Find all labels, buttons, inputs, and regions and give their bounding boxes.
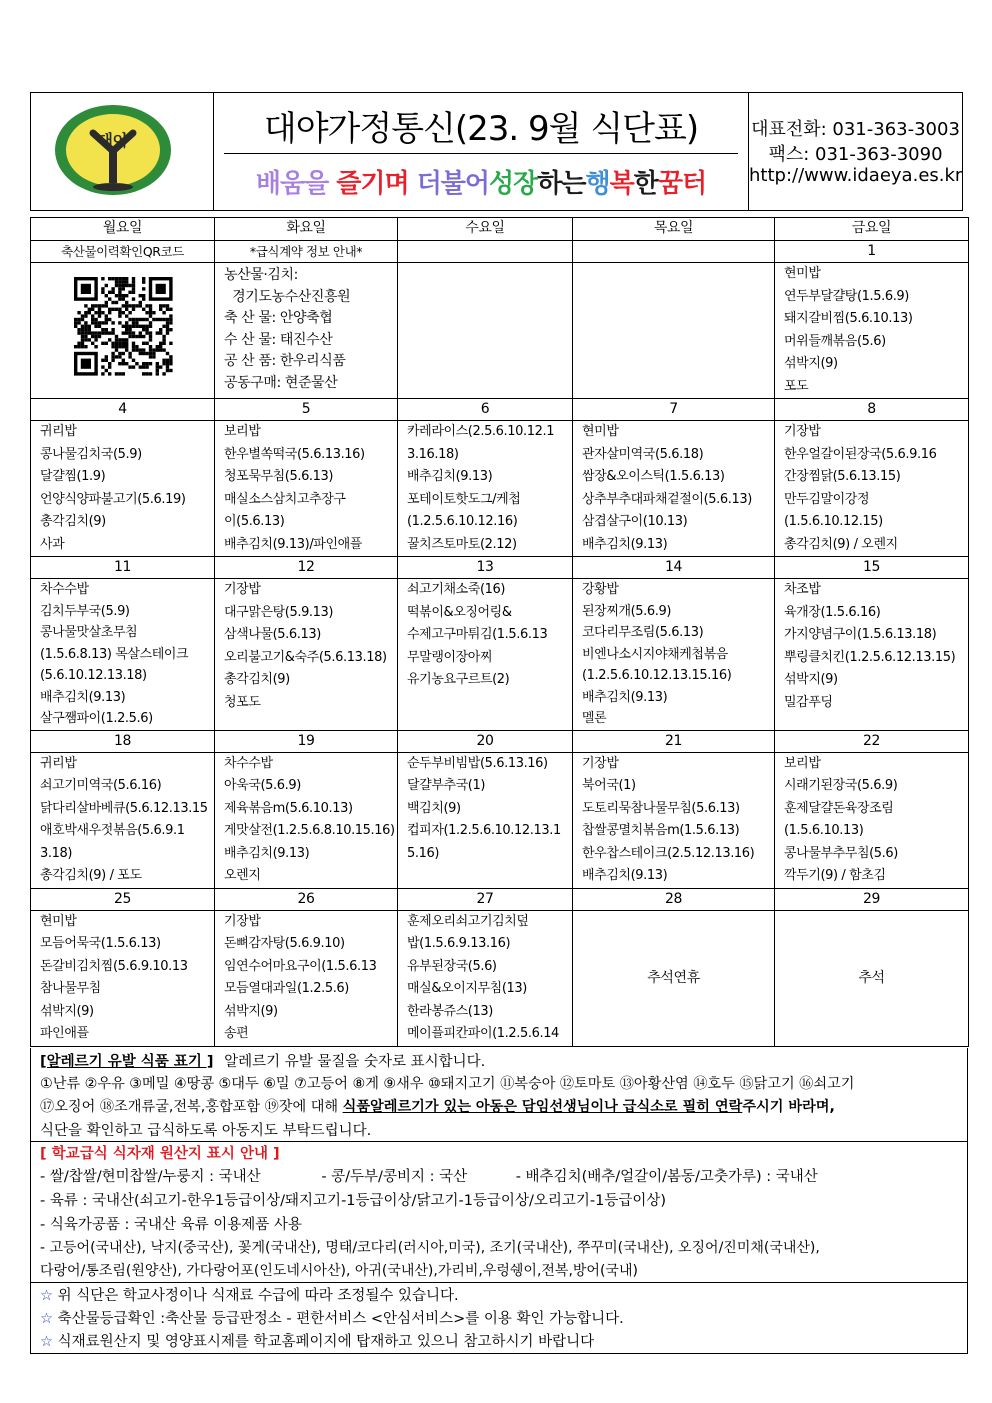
menu-item: 섞박지(9) (784, 672, 838, 687)
weekday-wed: 수요일 (398, 218, 573, 241)
menu-item: 훈제달걀돈육장조림 (784, 800, 894, 816)
menu-item: 콩나물부추무침(5.6) (784, 845, 898, 861)
menu-item: 한라봉쥬스(13) (407, 1003, 493, 1019)
menu-item: 밀감푸딩 (784, 694, 833, 710)
menu-item: 코다리무조림(5.6.13) (582, 625, 704, 640)
origin-line-1 (40, 1165, 818, 1186)
allergy-intro: 알레르기 유발 물질을 숫자로 표시합니다. (224, 1054, 486, 1070)
menu-item: 된장찌개(5.6.9) (582, 603, 672, 619)
menu-cell (573, 421, 775, 557)
notice-section (30, 1048, 968, 1354)
menu-item: 오렌지 (224, 868, 261, 883)
menu-item: 컵피자(1.2.5.6.10.12.13.1 (407, 823, 561, 838)
menu-cell (775, 421, 969, 557)
day-number: 5 (215, 399, 398, 421)
menu-cell (775, 579, 969, 731)
qr-code-cell (31, 263, 215, 399)
menu-item: 삼색나물(5.6.13) (224, 627, 321, 642)
menu-item: 달걀찜(1.9) (40, 469, 106, 484)
weekday-fri: 금요일 (775, 218, 969, 241)
allergy-list-3: 식단을 확인하고 급식하도록 아동지도 부탁드립니다. (40, 1123, 372, 1139)
menu-item: 파인애플 (40, 1026, 89, 1041)
contract-info-line: 수 산 물: 태진수산 (224, 331, 333, 348)
slogan-part: 더불어 (416, 169, 490, 199)
phone-number: 대표전화: 031-363-3003 (751, 119, 960, 140)
menu-item: 달걀부추국(1) (407, 778, 486, 793)
menu-item: 무말랭이장아찌 (407, 649, 493, 665)
contract-info-line: 공동구매: 현준물산 (224, 374, 338, 391)
menu-item: 한우얼갈이된장국(5.6.9.16 (784, 446, 937, 462)
weekday-header-row (31, 218, 969, 241)
menu-item: 카레라이스(2.5.6.10.12.1 (407, 424, 555, 439)
star-icon: ☆ (40, 1311, 53, 1327)
day-number: 12 (215, 557, 398, 579)
slogan-part: 행 (585, 169, 610, 199)
menu-item: 섞박지(9) (784, 356, 838, 371)
menu-cell-empty (398, 263, 573, 399)
menu-item: 뿌링클치킨(1.2.5.6.12.13.15) (784, 649, 956, 665)
menu-item: (1.2.5.6.10.12.16) (407, 514, 518, 529)
menu-item: 5.16) (407, 845, 440, 861)
menu-cell (31, 752, 215, 888)
divider (31, 1282, 967, 1283)
week1-menu-row (31, 263, 969, 399)
day-number-row (31, 888, 969, 910)
day-number-row (31, 730, 969, 752)
menu-cell (573, 579, 775, 731)
menu-item: 살구쨈파이(1.2.5.6) (40, 711, 153, 726)
menu-item: 총각김치(9) (224, 672, 290, 687)
day-number: 1 (775, 241, 969, 263)
day-number: 19 (215, 730, 398, 752)
menu-item: 돈갈비김치찜(5.6.9.10.13 (40, 958, 188, 974)
menu-item: 참나물무침 (40, 981, 101, 996)
menu-cell (215, 752, 398, 888)
menu-item: 배추김치(9.13) (224, 845, 310, 861)
contract-info-line: 농산물·김치: (224, 267, 298, 283)
menu-item: 송편 (224, 1026, 249, 1041)
note-line-2 (40, 1307, 624, 1328)
menu-item: 백김치(9) (407, 800, 461, 816)
menu-item: 북어국(1) (582, 778, 636, 793)
note-text-2: 축산물등급확인 :축산물 등급판정소 - 편한서비스 <안심서비스>를 이용 확인 가능합니다. (57, 1311, 624, 1327)
menu-item: 머위들깨볶음(5.6) (784, 333, 886, 349)
origin-line-4: - 고등어(국내산), 낙지(중국산), 꽃게(국내산), 명태/코다리(러시아,미국), 조기(국내산), 쭈꾸미(국내산), 오징어/진미채(국내산), (40, 1240, 820, 1256)
menu-item: 메이플피칸파이(1.2.5.6.14 (407, 1026, 559, 1041)
note-text-3: 식재료원산지 및 영양표시제를 학교홈페이지에 탑재하고 있으니 참고하시기 바랍니다 (57, 1334, 595, 1350)
star-icon: ☆ (40, 1288, 53, 1304)
contract-info-cell (215, 263, 398, 399)
menu-cell (215, 910, 398, 1046)
menu-cell (398, 421, 573, 557)
slogan-part: 꿈터 (657, 169, 707, 199)
menu-item: 강황밥 (582, 582, 619, 597)
menu-cell (775, 752, 969, 888)
menu-item: 깍두기(9) / 함초김 (784, 868, 886, 883)
menu-item: 매실&오이지무침(13) (407, 981, 527, 996)
menu-item: 임연수어마요구이(1.5.6.13 (224, 958, 377, 974)
menu-row (31, 910, 969, 1046)
allergy-list-2 (40, 1096, 835, 1116)
slogan-part: 성장 (489, 169, 538, 199)
school-slogan (214, 163, 748, 200)
origin-line-3: - 식육가공품 : 국내산 육류 이용제품 사용 (40, 1217, 302, 1233)
menu-item: 현미밥 (582, 424, 619, 439)
menu-item: 매실소스삼치고추장구 (224, 491, 346, 507)
menu-item: 섞박지(9) (40, 1003, 94, 1019)
menu-item: 제육볶음m(5.6.10.13) (224, 800, 353, 816)
menu-item: 관자살미역국(5.6.18) (582, 446, 704, 462)
note-line-3 (40, 1330, 594, 1351)
allergy-contact-notice: 식품알레르기가 있는 아동은 담임선생님이나 급식소로 필히 연락 (342, 1099, 743, 1115)
menu-item: 돼지갈비찜(5.6.10.13) (784, 311, 913, 326)
menu-item: 보리밥 (784, 755, 821, 771)
menu-item: 멜론 (582, 711, 607, 726)
menu-item: 돈뼈감자탕(5.6.9.10) (224, 936, 345, 951)
svg-text:대야: 대야 (97, 131, 129, 150)
menu-item: 현미밥 (784, 266, 821, 281)
day-number: 11 (31, 557, 215, 579)
day-number: 22 (775, 730, 969, 752)
contract-info-line: 경기도농수산진흥원 (224, 288, 351, 305)
menu-item: 순두부비빔밥(5.6.13.16) (407, 755, 548, 771)
day-number: 18 (31, 730, 215, 752)
newsletter-header (30, 92, 963, 211)
menu-cell (31, 421, 215, 557)
menu-row (31, 421, 969, 557)
slogan-part: 복 (609, 169, 634, 199)
menu-item: 배추김치(9.13)/파인애플 (224, 536, 362, 552)
menu-row (31, 579, 969, 731)
menu-item: 기장밥 (784, 424, 821, 439)
menu-item: 비엔나소시지야채케첩볶음 (582, 646, 728, 662)
menu-item: 기장밥 (224, 913, 261, 929)
menu-item: 보리밥 (224, 424, 261, 439)
menu-item: 간장찜닭(5.6.13.15) (784, 469, 901, 484)
menu-cell (573, 752, 775, 888)
day-number: 21 (573, 730, 775, 752)
allergy-contact-notice-end: 주시기 바라며, (742, 1099, 835, 1115)
menu-cell (31, 579, 215, 731)
fax-number: 팩스: 031-363-3090 (768, 144, 943, 165)
menu-item: 청포도 (224, 694, 261, 710)
menu-cell-empty (573, 263, 775, 399)
day-number: 25 (31, 888, 215, 910)
menu-item: 밥(1.5.6.9.13.16) (407, 936, 511, 951)
menu-item: 시래기된장국(5.6.9) (784, 778, 898, 793)
qr-label: 축산물이력확인QR코드 (31, 241, 215, 263)
menu-cell (398, 752, 573, 888)
menu-row (31, 752, 969, 888)
logo-box (31, 93, 214, 210)
star-icon: ☆ (40, 1334, 53, 1350)
menu-item: 연두부달걀탕(1.5.6.9) (784, 288, 909, 304)
menu-cell (775, 263, 969, 399)
day-number: 14 (573, 557, 775, 579)
menu-item: 기장밥 (582, 755, 619, 771)
menu-item: 쇠고기미역국(5.6.16) (40, 778, 162, 793)
menu-item: 이(5.6.13) (224, 514, 285, 529)
week1-label-row (31, 241, 969, 263)
menu-item: 모듬어묵국(1.5.6.13) (40, 936, 161, 951)
menu-item: 배추김치(9.13) (582, 536, 668, 552)
menu-item: 쇠고기채소죽(16) (407, 582, 506, 597)
qr-code-icon[interactable] (67, 276, 179, 376)
menu-cell (398, 910, 573, 1046)
menu-item: 배추김치(9.13) (582, 689, 668, 705)
menu-item: 섞박지(9) (224, 1003, 278, 1019)
menu-item: 도토리묵참나물무침(5.6.13) (582, 800, 740, 816)
menu-cell (215, 421, 398, 557)
menu-item: 상추부추대파채겉절이(5.6.13) (582, 491, 752, 507)
weekday-thu: 목요일 (573, 218, 775, 241)
menu-item: 차조밥 (784, 582, 821, 597)
menu-item: 쌈장&오이스틱(1.5.6.13) (582, 469, 725, 484)
menu-item: 총각김치(9) / 오렌지 (784, 536, 898, 552)
day-number: 15 (775, 557, 969, 579)
menu-item: 3.18) (40, 845, 73, 861)
menu-item: 꿀치즈토마토(2.12) (407, 536, 517, 552)
menu-item: 삼겹살구이(10.13) (582, 514, 688, 529)
allergy-list-1: ①난류 ②우유 ③메밀 ④땅콩 ⑤대두 ⑥밀 ⑦고등어 ⑧게 ⑨새우 ⑩돼지고기 ⑪복숭아 ⑫토마토 ⑬아황산염 ⑭호두 ⑮닭고기 ⑯쇠고기 (40, 1076, 855, 1092)
menu-item: 모듬열대과일(1.2.5.6) (224, 981, 349, 996)
menu-item: 포테이토핫도그/케첩 (407, 491, 521, 507)
menu-item: 찹쌀콩멸치볶음m(1.5.6.13) (582, 823, 740, 838)
menu-cell: 추석연휴 (573, 910, 775, 1046)
menu-item: 한우찹스테이크(2.5.12.13.16) (582, 845, 755, 861)
note-text-1: 위 식단은 학교사정이나 식재료 수급에 따라 조정될수 있습니다. (57, 1288, 459, 1304)
menu-item: 닭다리살바베큐(5.6.12.13.15 (40, 800, 208, 816)
contract-info-line: 공 산 품: 한우리식품 (224, 353, 346, 369)
slogan-part: 즐기며 (336, 169, 417, 199)
menu-item: 3.16.18) (407, 446, 459, 462)
school-website-link[interactable]: http://www.idaeya.es.kr (749, 165, 963, 186)
day-number: 27 (398, 888, 573, 910)
menu-item: (1.2.5.6.10.12.13.15.16) (582, 668, 732, 683)
title-box (214, 93, 749, 210)
day-number: 7 (573, 399, 775, 421)
day-empty-thu (573, 241, 775, 263)
contract-label: *급식계약 정보 안내* (215, 241, 398, 263)
origin-rice: - 쌀/찹쌀/현미찹쌀/누룽지 : 국내산 (40, 1169, 261, 1185)
menu-item: 포도 (784, 378, 809, 394)
menu-item: 차수수밥 (224, 755, 273, 771)
menu-item: 한우별쏙떡국(5.6.13.16) (224, 446, 365, 462)
menu-item: 떡볶이&오징어링& (407, 604, 512, 620)
menu-item: 배추김치(9.13) (407, 469, 493, 484)
day-number: 20 (398, 730, 573, 752)
menu-cell (31, 910, 215, 1046)
day-number: 4 (31, 399, 215, 421)
contract-info-line: 축 산 물: 안양축협 (224, 310, 333, 326)
slogan-part: 하는 (537, 169, 586, 199)
title-divider (224, 153, 738, 154)
menu-item: 언양식양파불고기(5.6.19) (40, 491, 186, 507)
origin-heading: [ 학교급식 식자재 원산지 표시 안내 ] (40, 1146, 280, 1162)
origin-line-5: 다랑어/통조림(원양산), 가다랑어포(인도네시아산), 아귀(국내산),가리비,우렁쉥이,전복,방어(국내) (40, 1263, 638, 1279)
allergy-heading: [알레르기 유발 식품 표기 ] (40, 1054, 214, 1070)
day-number: 28 (573, 888, 775, 910)
slogan-part: 한 (633, 169, 658, 199)
menu-item: 대구맑은탕(5.9.13) (224, 604, 334, 620)
day-number-row (31, 557, 969, 579)
day-number: 6 (398, 399, 573, 421)
menu-item: (5.6.10.12.13.18) (40, 668, 147, 683)
menu-item: 아욱국(5.6.9) (224, 778, 301, 793)
menu-cell: 추석 (775, 910, 969, 1046)
origin-kimchi: - 배추김치(배추/얼갈이/봄동/고춧가루) : 국내산 (515, 1169, 818, 1185)
menu-item: 현미밥 (40, 913, 77, 929)
day-number: 8 (775, 399, 969, 421)
weekday-tue: 화요일 (215, 218, 398, 241)
page-title: 대야가정통신(23. 9월 식단표) (263, 109, 699, 149)
menu-item: 총각김치(9) (40, 514, 106, 529)
menu-item: 귀리밥 (40, 755, 77, 771)
menu-item: 수제고구마튀김(1.5.6.13 (407, 627, 548, 642)
contact-box (749, 93, 962, 210)
day-number-row (31, 399, 969, 421)
menu-item: (1.5.6.10.12.15) (784, 514, 883, 529)
day-number: 29 (775, 888, 969, 910)
menu-item: 배추김치(9.13) (582, 868, 668, 883)
meal-calendar (30, 217, 969, 1047)
day-number: 13 (398, 557, 573, 579)
menu-cell (398, 579, 573, 731)
menu-item: 콩나물김치국(5.9) (40, 446, 142, 462)
note-line-1 (40, 1284, 459, 1305)
menu-item: 훈제오리쇠고기김치덮 (407, 913, 529, 929)
origin-beans: - 콩/두부/콩비지 : 국산 (321, 1169, 468, 1185)
menu-item: 사과 (40, 536, 65, 552)
weekday-mon: 월요일 (31, 218, 215, 241)
slogan-part: 배움을 (255, 169, 337, 199)
menu-item: 육개장(1.5.6.16) (784, 604, 881, 620)
menu-item: 유부된장국(5.6) (407, 958, 497, 974)
menu-item: 기장밥 (224, 582, 261, 597)
day-empty-wed (398, 241, 573, 263)
allergy-list-2a: ⑰오징어 ⑱조개류굴,전복,홍합포함 ⑲잣에 대해 (40, 1099, 343, 1115)
menu-item: 게맛살전(1.2.5.6.8.10.15.16) (224, 823, 395, 838)
menu-item: 총각김치(9) / 포도 (40, 868, 142, 883)
menu-cell (215, 579, 398, 731)
menu-item: 유기농요구르트(2) (407, 672, 510, 687)
menu-item: 김치두부국(5.9) (40, 603, 130, 619)
menu-item: (1.5.6.10.13) (784, 823, 864, 838)
menu-item: 배추김치(9.13) (40, 689, 126, 705)
menu-item: 콩나물맛살초무침 (40, 625, 138, 640)
school-logo (53, 103, 173, 198)
origin-line-2: - 육류 : 국내산(쇠고기-한우1등급이상/돼지고기-1등급이상/닭고기-1등급이상/오리고기-1등급이상) (40, 1193, 667, 1209)
allergy-heading-line (40, 1050, 485, 1071)
menu-item: 가지양념구이(1.5.6.13.18) (784, 627, 937, 642)
menu-item: 차수수밥 (40, 582, 89, 597)
day-number: 26 (215, 888, 398, 910)
menu-item: (1.5.6.8.13) 목살스테이크 (40, 646, 189, 662)
menu-item: 귀리밥 (40, 424, 77, 439)
menu-item: 애호박새우젓볶음(5.6.9.1 (40, 823, 185, 838)
menu-item: 만두김말이강정 (784, 491, 870, 507)
menu-item: 오리불고기&숙주(5.6.13.18) (224, 649, 387, 665)
menu-item: 청포묵무침(5.6.13) (224, 469, 334, 484)
